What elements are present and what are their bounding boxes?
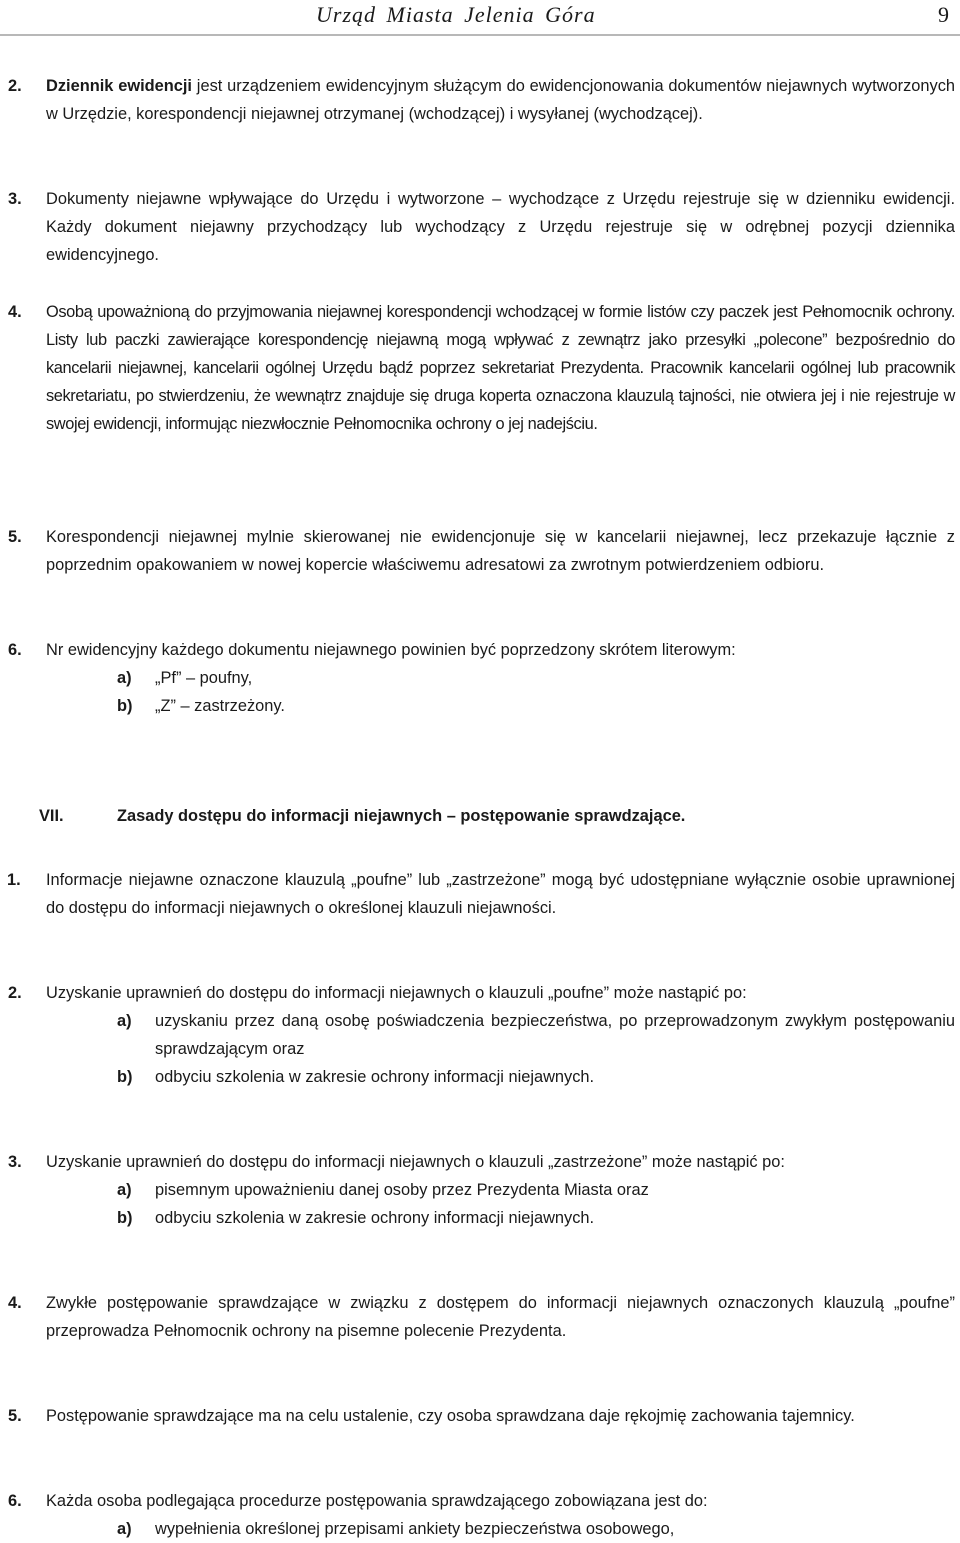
- sub-label: a): [117, 1181, 132, 1199]
- list-item: [0, 1402, 955, 1430]
- sub-label: a): [117, 669, 132, 687]
- page-header: [0, 0, 960, 36]
- item-text: Postępowanie sprawdzające ma na celu ustalenie, czy osoba sprawdzana daje rękojmię zachowania tajemnicy.: [46, 1407, 855, 1425]
- sub-item: [0, 1176, 955, 1204]
- item-number: 5.: [8, 1407, 22, 1425]
- item-number: 2.: [8, 984, 22, 1002]
- item-text: Nr ewidencyjny każdego dokumentu niejawnego powinien być poprzedzony skrótem literowym:: [46, 641, 736, 659]
- item-text: Dokumenty niejawne wpływające do Urzędu i wytworzone – wychodzące z Urzędu rejestruje się w dzienniku ewidencji. Każdy dokument niejawny przychodzący lub wychodzący z Urzędu rejestruje się w odrębnej pozycji dziennika ewidencyjnego.: [46, 190, 955, 264]
- sub-text: „Z” – zastrzeżony.: [155, 697, 285, 715]
- sub-item: [0, 1204, 955, 1232]
- list-item: [0, 1148, 955, 1232]
- item-number: 5.: [8, 528, 22, 546]
- item-text: Osobą upoważnioną do przyjmowania niejawnej korespondencji wchodzącej w formie listów czy paczek jest Pełnomocnik ochrony. Listy lub paczki zawierające korespondencję niejawną mogą wpływać z zewnątrz jako przesyłki „polecone” bezpośrednio do kancelarii niejawnej, kancelarii ogólnej Urzędu bądź poprzez sekretariat Prezydenta. Pracownik kancelarii ogólnej lub pracownik sekretariatu, po stwierdzeniu, że wewnątrz znajduje się druga koperta oznaczona klauzulą tajności, nie otwiera jej i nie rejestruje w swojej ewidencji, informując niezwłocznie Pełnomocnika ochrony o jej nadejściu.: [46, 303, 955, 433]
- item-number: 3.: [8, 1153, 22, 1171]
- sub-label: a): [117, 1012, 132, 1030]
- list-item: [0, 298, 955, 438]
- list-item: [0, 185, 955, 269]
- list-item: [0, 979, 955, 1091]
- term-bold: Dziennik ewidencji: [46, 77, 192, 95]
- list-item: [0, 866, 955, 922]
- item-number: 6.: [8, 641, 22, 659]
- item-text: Każda osoba podlegająca procedurze postępowania sprawdzającego zobowiązana jest do:: [46, 1492, 708, 1510]
- sub-label: b): [117, 1209, 133, 1227]
- list-item: [0, 636, 955, 720]
- list-item: [0, 1289, 955, 1345]
- header-title: Urząd Miasta Jelenia Góra: [316, 2, 596, 27]
- sub-text: wypełnienia określonej przepisami ankiety bezpieczeństwa osobowego,: [155, 1520, 675, 1538]
- item-text: Uzyskanie uprawnień do dostępu do informacji niejawnych o klauzuli „poufne” może nastąpić po:: [46, 984, 747, 1002]
- sub-text: „Pf” – poufny,: [155, 669, 253, 687]
- sub-text: odbyciu szkolenia w zakresie ochrony informacji niejawnych.: [155, 1068, 595, 1086]
- item-number: 6.: [8, 1492, 22, 1510]
- sub-item: [0, 1063, 955, 1091]
- item-text: Zwykłe postępowanie sprawdzające w związku z dostępem do informacji niejawnych oznaczonych klauzulą „poufne” przeprowadza Pełnomocnik ochrony na pisemne polecenie Prezydenta.: [46, 1294, 955, 1340]
- item-number: 4.: [8, 303, 22, 321]
- item-text: Korespondencji niejawnej mylnie skierowanej nie ewidencjonuje się w kancelarii niejawnej, lecz przekazuje łącznie z poprzednim opakowaniem w nowej kopercie właściwemu adresatowi za zwrotnym potwierdzeniem odbioru.: [46, 528, 955, 574]
- sub-item: [0, 1515, 955, 1543]
- list-item: [0, 72, 955, 128]
- sub-label: b): [117, 1068, 133, 1086]
- item-number: 1.: [7, 871, 21, 889]
- item-text: jest urządzeniem ewidencyjnym służącym do ewidencjonowania dokumentów niejawnych wytworzonych w Urzędzie, korespondencji niejawnej otrzymanej (wchodzącej) i wysyłanej (wychodzącej).: [46, 77, 956, 123]
- sub-item: [0, 1007, 955, 1063]
- item-number: 3.: [8, 190, 22, 208]
- sub-text: pisemnym upoważnieniu danej osoby przez Prezydenta Miasta oraz: [155, 1181, 649, 1199]
- item-text: Uzyskanie uprawnień do dostępu do informacji niejawnych o klauzuli „zastrzeżone” może nastąpić po:: [46, 1153, 785, 1171]
- page-number: 9: [938, 2, 949, 27]
- section-title: Zasady dostępu do informacji niejawnych – postępowanie sprawdzające.: [117, 807, 686, 825]
- sub-label: a): [117, 1520, 132, 1538]
- item-text: Informacje niejawne oznaczone klauzulą „poufne” lub „zastrzeżone” mogą być udostępniane wyłącznie osobie uprawnionej do dostępu do informacji niejawnych o określonej klauzuli niejawności.: [46, 871, 955, 917]
- sub-item: [0, 664, 955, 692]
- item-number: 4.: [8, 1294, 22, 1312]
- item-number: 2.: [8, 77, 22, 95]
- list-item: [0, 1487, 955, 1543]
- sub-label: b): [117, 697, 133, 715]
- sub-text: odbyciu szkolenia w zakresie ochrony informacji niejawnych.: [155, 1209, 595, 1227]
- list-item: [0, 523, 955, 579]
- section-number: VII.: [39, 807, 64, 825]
- sub-item: [0, 692, 955, 720]
- sub-text: uzyskaniu przez daną osobę poświadczenia bezpieczeństwa, po przeprowadzonym zwykłym postępowaniu sprawdzającym oraz: [155, 1012, 955, 1058]
